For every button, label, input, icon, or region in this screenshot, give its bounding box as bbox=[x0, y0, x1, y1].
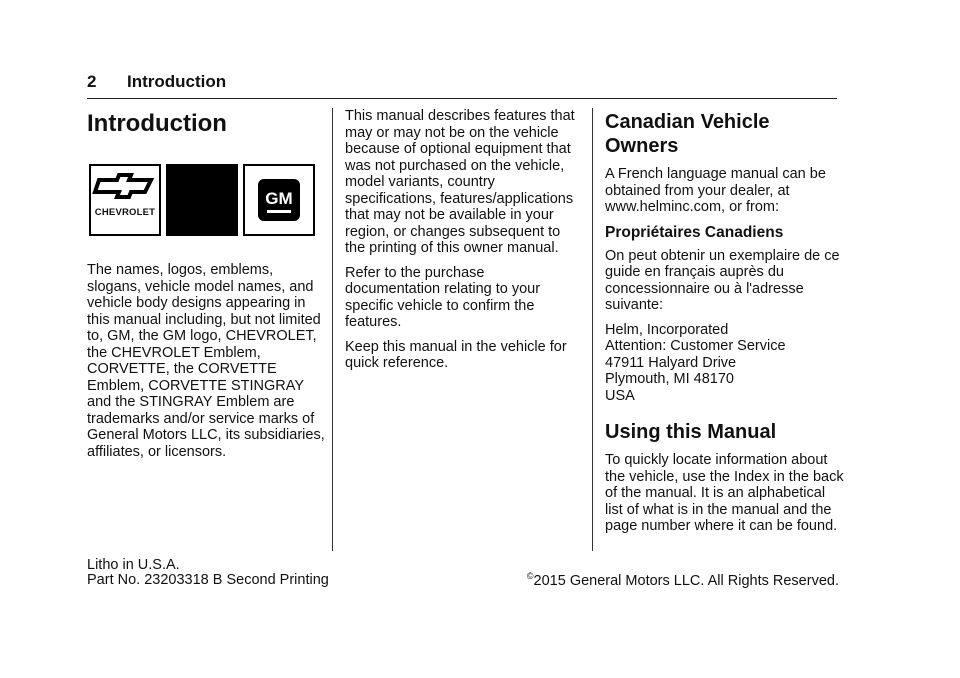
address-line: Plymouth, MI 48170 bbox=[605, 371, 734, 387]
heading-using-manual: Using this Manual bbox=[605, 421, 777, 443]
copyright-text: 2015 General Motors LLC. All Rights Reserved. bbox=[533, 572, 839, 589]
french-paragraph: On peut obtenir un exemplaire de ce guide en français auprès du concessionnaire ou à l'adresse suivante: bbox=[605, 247, 840, 313]
helm-address bbox=[605, 322, 845, 405]
heading-canadian-owners: Canadian Vehicle Owners bbox=[605, 111, 770, 157]
column-divider-1 bbox=[332, 108, 333, 551]
address-line: Attention: Customer Service bbox=[605, 338, 786, 354]
brand-logos bbox=[89, 164, 327, 236]
copyright-symbol: © bbox=[526, 571, 534, 581]
litho-note: Litho in U.S.A. bbox=[87, 557, 180, 573]
column-middle bbox=[345, 108, 577, 380]
using-manual-paragraph: To quickly locate information about the vehicle, use the Index in the back of the manual. It is an alphabetical list of what is in the manual and the page number where it can be found. bbox=[605, 452, 844, 534]
address-line: Helm, Incorporated bbox=[605, 321, 729, 338]
chevrolet-logo bbox=[89, 164, 161, 236]
heading-proprietaires: Propriétaires Canadiens bbox=[605, 223, 784, 241]
column-right bbox=[605, 108, 845, 543]
column-left bbox=[87, 108, 327, 468]
running-title: Introduction bbox=[127, 72, 227, 91]
address-line: USA bbox=[605, 387, 635, 404]
paragraph-purchase-docs: Refer to the purchase documentation relating to your specific vehicle to confirm the features. bbox=[345, 264, 541, 330]
header-rule bbox=[87, 98, 837, 99]
section-heading-introduction: Introduction bbox=[87, 110, 227, 137]
column-divider-2 bbox=[592, 108, 593, 551]
black-square bbox=[166, 164, 238, 236]
canadian-paragraph: A French language manual can be obtained from your dealer, at www.helminc.com, or from: bbox=[605, 166, 826, 215]
paragraph-features: This manual describes features that may or may not be on the vehicle because of optional equipment that was not purchased on the vehicle, model variants, country specifications, features/applications that may not be available in your region, or changes subsequent to the printing of this owner manual. bbox=[345, 108, 575, 256]
running-header bbox=[87, 72, 226, 92]
footer-left bbox=[87, 558, 329, 588]
part-number: Part No. 23203318 B Second Printing bbox=[87, 572, 329, 588]
page-number: 2 bbox=[87, 72, 97, 91]
copyright-notice bbox=[527, 568, 839, 589]
paragraph-keep-manual: Keep this manual in the vehicle for quick reference. bbox=[345, 338, 567, 371]
gm-logo-icon bbox=[257, 178, 301, 222]
chevrolet-wordmark: CHEVROLET bbox=[94, 206, 156, 218]
address-line: 47911 Halyard Drive bbox=[605, 354, 737, 371]
trademark-paragraph: The names, logos, emblems, slogans, vehicle model names, and vehicle body designs appearing in this manual including, but not limited to, GM, the GM logo, CHEVROLET, the CHEVROLET Emblem, CORVETTE, the CORVETTE Emblem, CORVETTE STINGRAY and the STINGRAY Emblem are trademarks and/or service marks of General Motors LLC, its subsidiaries, affiliates, or licensors. bbox=[87, 262, 325, 460]
gm-logo bbox=[243, 164, 315, 236]
gm-logo-text: GM bbox=[265, 189, 293, 208]
